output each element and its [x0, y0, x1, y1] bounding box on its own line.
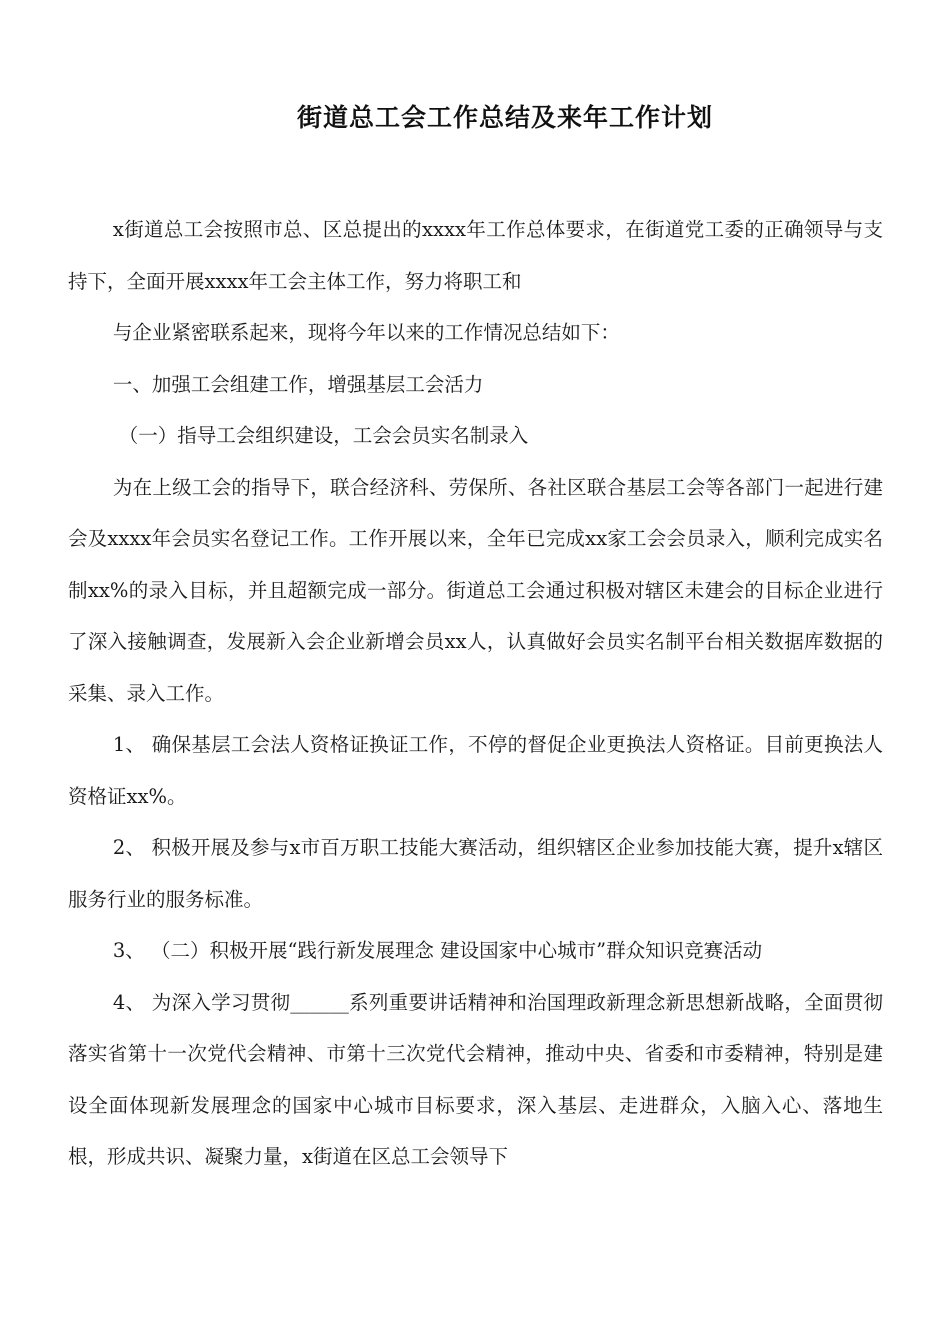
paragraph-membership: 为在上级工会的指导下，联合经济科、劳保所、各社区联合基层工会等各部门一起进行建会及xxxx年会员实名登记工作。工作开展以来，全年已完成xx家工会会员录入，顺利完成实名制xx%的录入目标，并且超额完成一部分。街道总工会通过积极对辖区未建会的目标企业进行了深入接触调查，发展新入会企业新增会员xx人，认真做好会员实名制平台相关数据库数据的采集、录入工作。 — [68, 475, 883, 705]
document-body — [68, 204, 883, 1183]
document-title: 街道总工会工作总结及来年工作计划 — [296, 103, 713, 132]
section-heading-1: 一、加强工会组建工作，增强基层工会活力 — [112, 372, 484, 396]
list-item-1: 1、 确保基层工会法人资格证换证工作，不停的督促企业更换法人资格证。目前更换法人资格证xx%。 — [68, 733, 883, 808]
list-item-3: 3、 （二）积极开展“践行新发展理念 建设国家中心城市”群众知识竞赛活动 — [112, 939, 763, 962]
subsection-heading-1: （一）指导工会组织建设，工会会员实名制录入 — [118, 424, 529, 447]
paragraph-intro: x街道总工会按照市总、区总提出的xxxx年工作总体要求，在街道党工委的正确领导与支持下，全面开展xxxx年工会主体工作，努力将职工和 — [68, 218, 883, 293]
list-item-2: 2、 积极开展及参与x市百万职工技能大赛活动，组织辖区企业参加技能大赛，提升x辖区服务行业的服务标准。 — [68, 836, 883, 911]
paragraph-intro-continued: 与企业紧密联系起来，现将今年以来的工作情况总结如下： — [112, 321, 620, 344]
list-item-4: 4、 为深入学习贯彻______系列重要讲话精神和治国理政新理念新思想新战略，全面贯彻落实省第十一次党代会精神、市第十三次党代会精神，推动中央、省委和市委精神，特别是建设全面体现新发展理念的国家中心城市目标要求，深入基层、走进群众，入脑入心、落地生根，形成共识、凝聚力量，x街道在区总工会领导下 — [68, 990, 883, 1168]
